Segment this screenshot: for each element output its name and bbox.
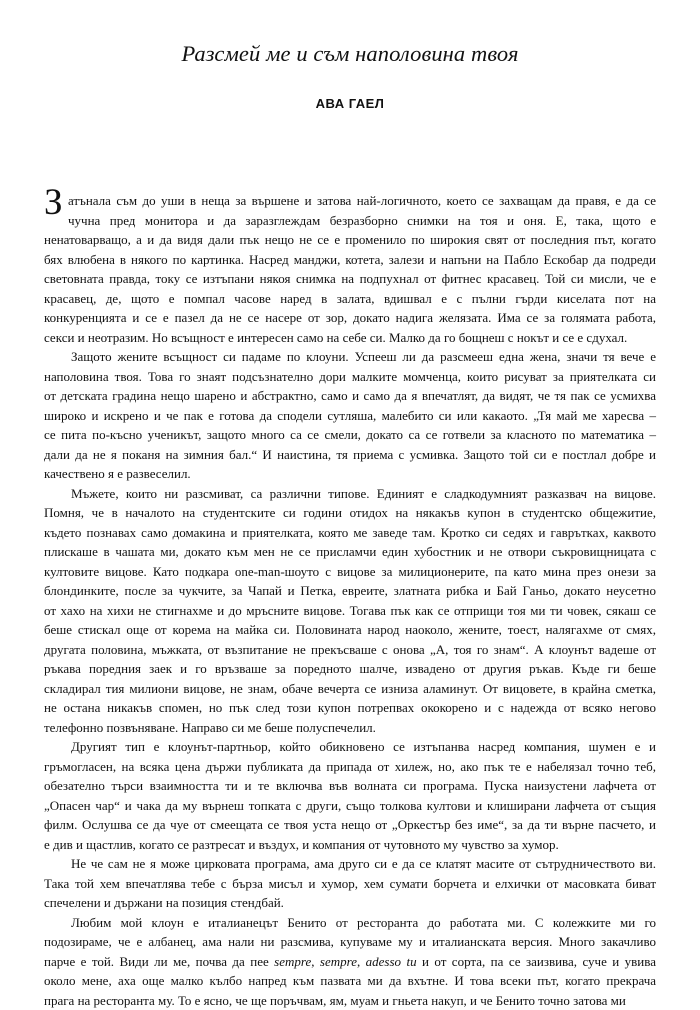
text-line: парче е той. Види ли ме, почва да пее sempre, sempre, adesso tu и от сорта, па се заизвива, суче и увива — [44, 952, 656, 972]
paragraph — [44, 854, 656, 913]
text-line: ненатоварващо, а и да видя дали пък нещо не се е променило по широкия свят от последния път, когато — [44, 230, 656, 250]
text-line: където познавах само домакина и приятелката, която ме заведе там. Кротко си седях и гаврътках, каквото — [44, 523, 656, 543]
text-line: красавец, де, щото е помпал часове наред в залата, вдишвал е с пълни гърди киселата пот на — [44, 289, 656, 309]
text-line: прага на ресторанта му. То е ясно, че ще поръчвам, ям, муам и гньета накуп, и че Бенито точно затова ми — [44, 991, 656, 1010]
text-line: телефонно позвъняване. Направо си ме беше полуспечелил. — [44, 718, 656, 738]
text-line: Така той хем впечатлява тебе с бърза мисъл и хумор, хем сумати борчета и елхички от масовката биват — [44, 874, 656, 894]
text-line: широко и искрено и че пак е готова да сподели сутляша, малебито си или какаото. „Тя май ме харесва – — [44, 406, 656, 426]
text-line: световната правда, току се изтъпани някоя снимка на подпухнал от фитнес красавец. Той си мисли, че е — [44, 269, 656, 289]
drop-cap: З — [44, 183, 63, 223]
paragraph — [44, 347, 656, 484]
paragraph — [44, 737, 656, 854]
text-line: Не че сам не я може цирковата програма, ама друго си е да се клатят масите от сътрудничеството ви. — [44, 854, 656, 874]
text-line: складирал тия милиони вицове, не знам, обаче вечерта се изниза аламинут. От вицовете, в крайна сметка, — [44, 679, 656, 699]
text-line: Помня, че в началото на студентските си години отидох на някакъв купон в студентско общежитие, — [44, 503, 656, 523]
text-line: около мене, аха още малко кълбо напред към пазвата ми да вхътне. И това всеки път, когато прекрача — [44, 971, 656, 991]
text-line: беше стискал още от корема на майка си. Половината народ наоколо, жените, тоест, налягахме от смях, — [44, 620, 656, 640]
text-line: „Опасен чар“ и чака да му върнеш топката с други, също толкова култови и клиширани лафчета от същия — [44, 796, 656, 816]
text-line: подозираме, че е албанец, ама нали ни разсмива, купуваме му и италианската версия. Много закачливо — [44, 932, 656, 952]
text-line: плискаше в чашата ми, докато към мен не се присламчи един хубостник и не отвори съкровищницата с — [44, 542, 656, 562]
text-line: е див и щастлив, когато се разтресат и въздух, и компания от чутовното му чувство за хумор. — [44, 835, 656, 855]
article-body — [44, 191, 656, 1010]
text-line: конкуренцията и се е пазел да не се насере от зор, докато надига желязата. Има се за голямата работа, — [44, 308, 656, 328]
text-line: се пита по-късно ученикът, защото много са се смели, докато са се готвели за класното по математика – — [44, 425, 656, 445]
text-line: филм. Ослушва се да чуе от смеещата се твоя уста нещо от „Оркестър без име“, за да ти върне пасчето, и — [44, 815, 656, 835]
text-line: обезателно търси взаимността ти и те включва във волната си програма. Пуска наизустени лафчета от — [44, 776, 656, 796]
text-line: другата половина, мъжката, от възпитание не прекъсваше с онова „А, тоя го знам“. А клоунът вадеше от — [44, 640, 656, 660]
text-line: Мъжете, които ни разсмиват, са различни типове. Единият е сладкодумният разказвач на вицове. — [44, 484, 656, 504]
text-line: наполовина твоя. Това го знаят подсъзнателно дори малките момченца, които рисуват за приятелката си — [44, 367, 656, 387]
text-line: от хахо на хихи не стигнахме и до мръсните вицове. Тогава пък как се отприщи тоя ми ти човек, сякаш се — [44, 601, 656, 621]
text-line: спечелени и държани на позиция стендбай. — [44, 893, 656, 913]
paragraph — [44, 484, 656, 738]
text-line: Защото жените всъщност си падаме по клоуни. Успееш ли да разсмееш една жена, значи тя вече е — [44, 347, 656, 367]
text-line: секси и неотразим. Но всъщност е интересен само на себе си. Малко да го бощнеш с нокът и се е сдухал. — [44, 328, 656, 348]
text-line: ръкава поредния заек и го връзваше за поредното шалче, извадено от другия ръкав. Къде ги беше — [44, 659, 656, 679]
text-line: чучна пред монитора и да заразглеждам безразборно снимки на тоя и оня. Е, така, щото е — [44, 211, 656, 231]
text-line: от детската градина нещо шарено и абстрактно, само и само да я впечатлят, да видят, че тя пак се усмихва — [44, 386, 656, 406]
paragraph — [44, 191, 656, 347]
text-line: блондинките, после за чукчите, за Чапай и Петка, евреите, златната рибка и Бай Ганьо, докато неусетно — [44, 581, 656, 601]
text-line: Любим мой клоун е италианецът Бенито от ресторанта до работата ми. С колежките ми го — [44, 913, 656, 933]
author-name: АВА ГАЕЛ — [0, 96, 700, 112]
paragraph — [44, 913, 656, 1010]
text-line: Другият тип е клоунът-партньор, който обикновено се изтъпанва насред компания, шумен е и — [44, 737, 656, 757]
document-title: Разсмей ме и съм наполовина твоя — [0, 40, 700, 68]
text-line: не остана никакъв спомен, но пък след този купон потрепвах ококорено и с надежда от всяко негово — [44, 698, 656, 718]
text-line: дали да не я поканя на зимния бал.“ И наистина, тя приема с усмивка. Защото той си е постлал добре и — [44, 445, 656, 465]
text-line: качествено я е развеселил. — [44, 464, 656, 484]
text-line: култовите вицове. Като подкара one-man-шоуто с вицове за милиционерите, па като мина през онези за — [44, 562, 656, 582]
text-line: атънала съм до уши в неща за вършене и затова най-логичното, което се захващам да правя, е да се — [44, 191, 656, 211]
text-line: гръмогласен, на всяка цена държи публиката да припада от хилеж, но, ако пък те е набелязал точно теб, — [44, 757, 656, 777]
text-line: бях влюбена в някого по картинка. Насред манджи, котета, залези и напъни на Пабло Ескобар да подреди — [44, 250, 656, 270]
